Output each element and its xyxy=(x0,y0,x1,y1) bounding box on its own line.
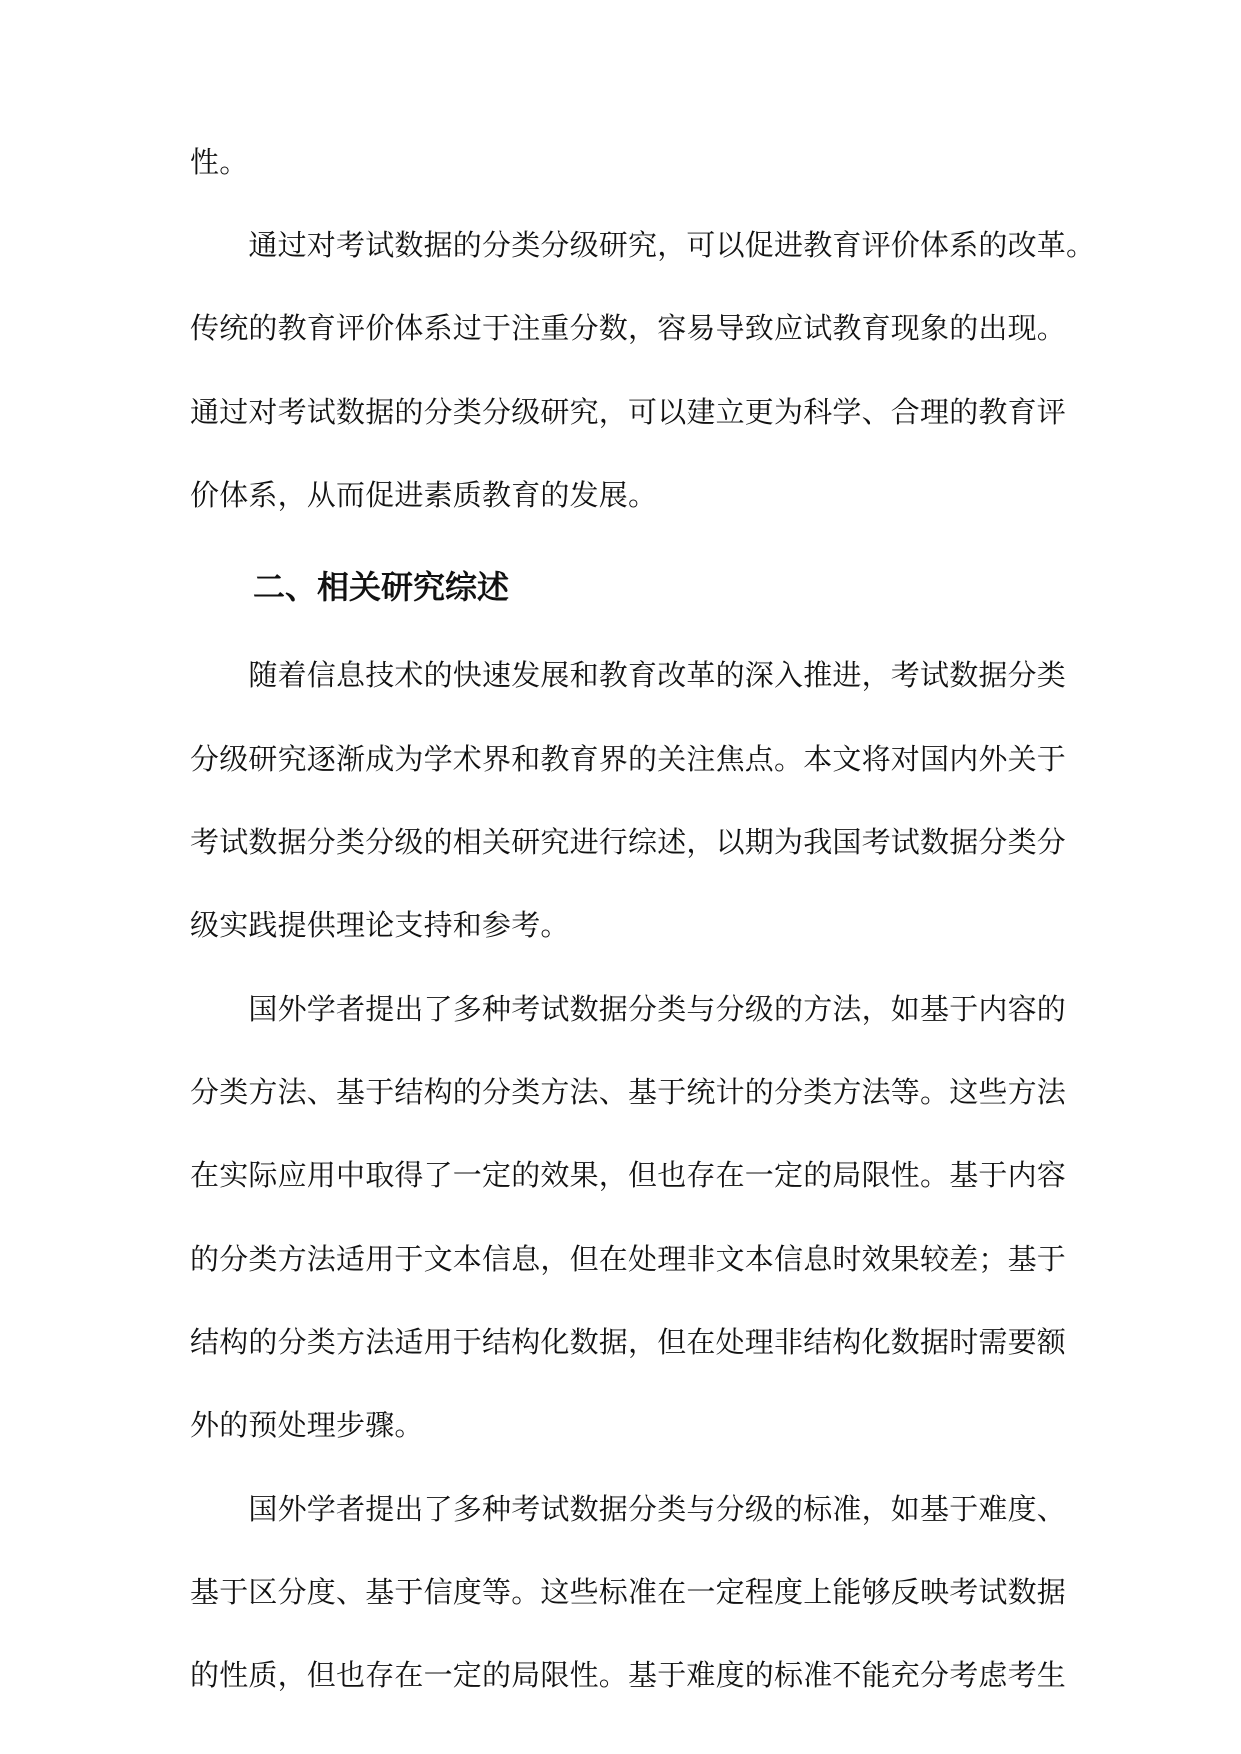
text-line: 国外学者提出了多种考试数据分类与分级的标准，如基于难度、 xyxy=(190,1492,1067,1526)
text-line: 通过对考试数据的分类分级研究，可以促进教育评价体系的改革。 xyxy=(190,228,1096,262)
text-line: 外的预处理步骤。 xyxy=(190,1408,424,1442)
text-line: 分级研究逐渐成为学术界和教育界的关注焦点。本文将对国内外关于 xyxy=(190,742,1067,776)
text-line: 的分类方法适用于文本信息，但在处理非文本信息时效果较差；基于 xyxy=(190,1242,1067,1276)
text-line: 分类方法、基于结构的分类方法、基于统计的分类方法等。这些方法 xyxy=(190,1075,1067,1109)
text-line: 基于区分度、基于信度等。这些标准在一定程度上能够反映考试数据 xyxy=(190,1575,1067,1609)
text-line: 结构的分类方法适用于结构化数据，但在处理非结构化数据时需要额 xyxy=(190,1325,1067,1359)
text-line: 级实践提供理论支持和参考。 xyxy=(190,908,570,942)
text-line: 国外学者提出了多种考试数据分类与分级的方法，如基于内容的 xyxy=(190,992,1067,1026)
text-line: 考试数据分类分级的相关研究进行综述，以期为我国考试数据分类分 xyxy=(190,825,1067,859)
text-line: 的性质，但也存在一定的局限性。基于难度的标准不能充分考虑考生 xyxy=(190,1658,1067,1692)
text-line: 价体系，从而促进素质教育的发展。 xyxy=(190,478,658,512)
text-line: 在实际应用中取得了一定的效果，但也存在一定的局限性。基于内容 xyxy=(190,1158,1067,1192)
text-line: 性。 xyxy=(190,145,249,179)
section-heading: 二、相关研究综述 xyxy=(253,568,510,606)
text-line: 传统的教育评价体系过于注重分数，容易导致应试教育现象的出现。 xyxy=(190,311,1067,345)
text-line: 随着信息技术的快速发展和教育改革的深入推进，考试数据分类 xyxy=(190,658,1067,692)
text-line: 通过对考试数据的分类分级研究，可以建立更为科学、合理的教育评 xyxy=(190,395,1067,429)
